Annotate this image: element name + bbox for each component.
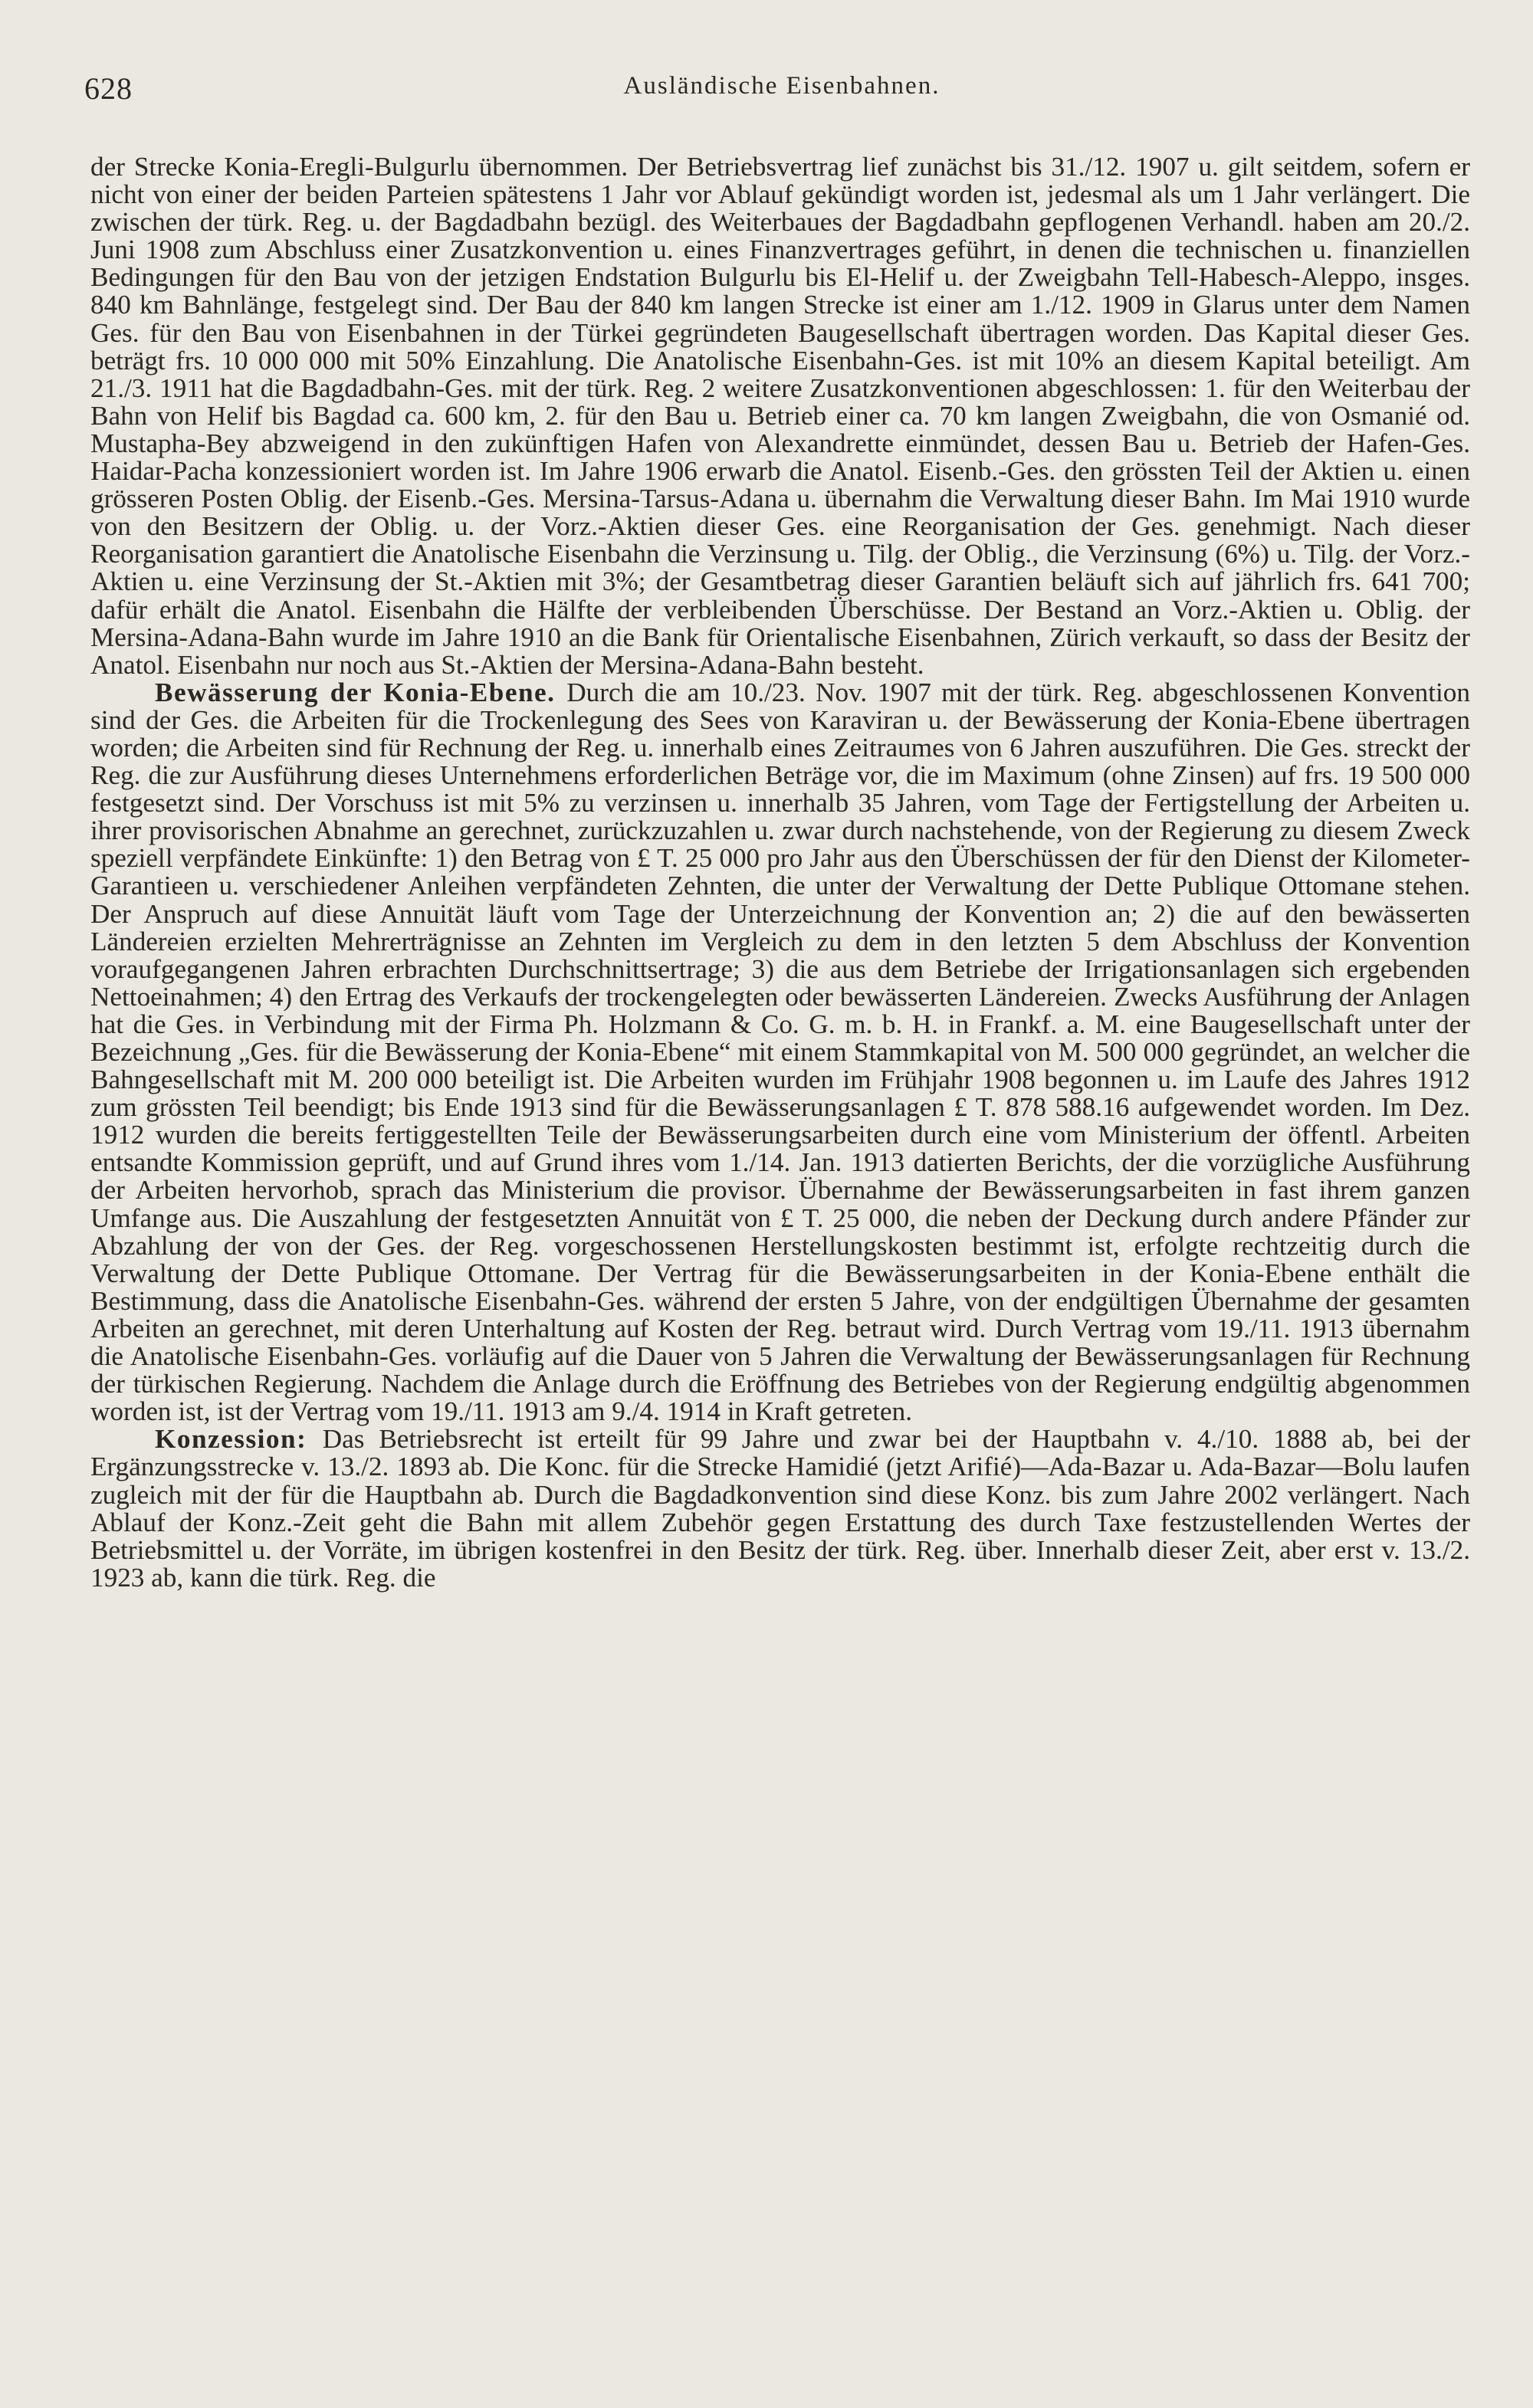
paragraph-text: der Strecke Konia-Eregli-Bulgurlu übernommen. Der Betriebsvertrag lief zunächst bis 31./12. 1907 u. gilt seitdem, sofern er nicht von einer der beiden Parteien spätestens 1 Jahr vor Ablauf gekündigt worden ist, jedesmal als um 1 Jahr verlängert. Die zwischen der türk. Reg. u. der Bagdadbahn bezügl. des Weiterbaues der Bagdadbahn gepflogenen Verhandl. haben am 20./2. Juni 1908 zum Abschluss einer Zusatzkonvention u. eines Finanzvertrages geführt, in denen die technischen u. finanziellen Bedingungen für den Bau von der jetzigen Endstation Bulgurlu bis El-Helif u. der Zweigbahn Tell-Habesch-Aleppo, insges. 840 km Bahnlänge, festgelegt sind. Der Bau der 840 km langen Strecke ist einer am 1./12. 1909 in Glarus unter dem Namen Ges. für den Bau von Eisenbahnen in der Türkei gegründeten Baugesellschaft übertragen worden. Das Kapital dieser Ges. beträgt frs. 10 000 000 mit 50% Einzahlung. Die Anatolische Eisenbahn-Ges. ist mit 10% an diesem Kapital beteiligt. Am 21./3. 1911 hat die Bagdadbahn-Ges. mit der türk. Reg. 2 weitere Zusatzkonventionen abgeschlossen: 1. für den Weiterbau der Bahn von Helif bis Bagdad ca. 600 km, 2. für den Bau u. Betrieb einer ca. 70 km langen Zweigbahn, die von Osmanié od. Mustapha-Bey abzweigend in den zukünftigen Hafen von Alexandrette einmündet, dessen Bau u. Betrieb der Hafen-Ges. Haidar-Pacha konzessioniert worden ist. Im Jahre 1906 erwarb die Anatol. Eisenb.-Ges. den grössten Teil der Aktien u. einen grösseren Posten Oblig. der Eisenb.-Ges. Mersina-Tarsus-Adana u. übernahm die Verwaltung dieser Bahn. Im Mai 1910 wurde von den Besitzern der Oblig. u. der Vorz.-Aktien dieser Ges. eine Reorganisation der Ges. genehmigt. Nach dieser Reorganisation garantiert die Anatolische Eisenbahn die Verzinsung u. Tilg. der Oblig., die Verzinsung (6%) u. Tilg. der Vorz.-Aktien u. eine Verzinsung der St.-Aktien mit 3%; der Gesamtbetrag dieser Garantien beläuft sich auf jährlich frs. 641 700; dafür erhält die Anatol. Eisenbahn die Hälfte der verbleibenden Überschüsse. Der Bestand an Vorz.-Aktien u. Oblig. der Mersina-Adana-Bahn wurde im Jahre 1910 an die Bank für Orientalische Eisenbahnen, Zürich verkauft, so dass der Besitz der Anatol. Eisenbahn nur noch aus St.-Aktien der Mersina-Adana-Bahn besteht. [90,152,1470,680]
paragraph-text: Das Betriebsrecht ist erteilt für 99 Jahre und zwar bei der Hauptbahn v. 4./10. 1888 ab, bei der Ergänzungsstrecke v. 13./2. 1893 ab. Die Konc. für die Strecke Hamidié (jetzt Arifié)—Ada-Bazar u. Ada-Bazar—Bolu laufen zugleich mit der für die Hauptbahn ab. Durch die Bagdadkonvention sind diese Konz. bis zum Jahre 2002 verlängert. Nach Ablauf der Konz.-Zeit geht die Bahn mit allem Zubehör gegen Erstattung des durch Taxe festzustellenden Wertes der Betriebsmittel u. der Vorräte, im übrigen kostenfrei in den Besitz der türk. Reg. über. Innerhalb dieser Zeit, aber erst v. 13./2. 1923 ab, kann die türk. Reg. die [90,1424,1470,1593]
paragraph [90,153,1470,679]
section-heading-konzession: Konzession: [155,1424,323,1455]
running-title: Ausländische Eisenbahnen. [623,72,940,100]
paragraph [90,1425,1470,1592]
body-text [90,153,1470,1592]
paragraph-text: Durch die am 10./23. Nov. 1907 mit der türk. Reg. abgeschlossenen Konvention sind der Ges. die Arbeiten für die Trockenlegung des Sees von Karaviran u. der Bewässerung der Konia-Ebene übertragen worden; die Arbeiten sind für Rechnung der Reg. u. innerhalb eines Zeitraumes von 6 Jahren auszuführen. Die Ges. streckt der Reg. die zur Ausführung dieses Unternehmens erforderlichen Beträge vor, die im Maximum (ohne Zinsen) auf frs. 19 500 000 festgesetzt sind. Der Vorschuss ist mit 5% zu verzinsen u. innerhalb 35 Jahren, vom Tage der Fertigstellung der Arbeiten u. ihrer provisorischen Abnahme an gerechnet, zurückzuzahlen u. zwar durch nachstehende, von der Regierung zu diesem Zweck speziell verpfändete Einkünfte: 1) den Betrag von £ T. 25 000 pro Jahr aus den Überschüssen der für den Dienst der Kilometer-Garantieen u. verschiedener Anleihen verpfändeten Zehnten, die unter der Verwaltung der Dette Publique Ottomane stehen. Der Anspruch auf diese Annuität läuft vom Tage der Unterzeichnung der Konvention an; 2) die auf den bewässerten Ländereien erzielten Mehrerträgnisse an Zehnten im Vergleich zu dem in den letzten 5 dem Abschluss der Konvention voraufgegangenen Jahren erbrachten Durchschnittsertrage; 3) die aus dem Betriebe der Irrigationsanlagen sich ergebenden Nettoeinahmen; 4) den Ertrag des Verkaufs der trockengelegten oder bewässerten Ländereien. Zwecks Ausführung der Anlagen hat die Ges. in Verbindung mit der Firma Ph. Holzmann & Co. G. m. b. H. in Frankf. a. M. eine Baugesellschaft unter der Bezeichnung „Ges. für die Bewässerung der Konia-Ebene“ mit einem Stammkapital von M. 500 000 gegründet, an welcher die Bahngesellschaft mit M. 200 000 beteiligt ist. Die Arbeiten wurden im Frühjahr 1908 begonnen u. im Laufe des Jahres 1912 zum grössten Teil beendigt; bis Ende 1913 sind für die Bewässerungsanlagen £ T. 878 588.16 aufgewendet worden. Im Dez. 1912 wurden die bereits fertiggestellten Teile der Bewässerungsarbeiten durch eine vom Ministerium der öffentl. Arbeiten entsandte Kommission geprüft, und auf Grund ihres vom 1./14. Jan. 1913 datierten Berichts, der die vorzügliche Ausführung der Arbeiten hervorhob, sprach das Ministerium die provisor. Übernahme der Bewässerungsarbeiten in fast ihrem ganzen Umfange aus. Die Auszahlung der festgesetzten Annuität von £ T. 25 000, die neben der Deckung durch andere Pfänder zur Abzahlung der von der Ges. der Reg. vorgeschossenen Herstellungskosten bestimmt ist, erfolgte rechtzeitig durch die Verwaltung der Dette Publique Ottomane. Der Vertrag für die Bewässerungsarbeiten in der Konia-Ebene enthält die Bestimmung, dass die Anatolische Eisenbahn-Ges. während der ersten 5 Jahre, von der endgültigen Übernahme der gesamten Arbeiten an gerechnet, mit deren Unterhaltung auf Kosten der Reg. betraut wird. Durch Vertrag vom 19./11. 1913 übernahm die Anatolische Eisenbahn-Ges. vorläufig auf die Dauer von 5 Jahren die Verwaltung der Bewässerungsanlagen für Rechnung der türkischen Regierung. Nachdem die Anlage durch die Eröffnung des Betriebes von der Regierung endgültig abgenommen worden ist, ist der Vertrag vom 19./11. 1913 am 9./4. 1914 in Kraft getreten. [90,677,1470,1427]
page-header [84,71,1479,116]
paragraph [90,679,1470,1426]
section-heading-bewaesserung: Bewässerung der Konia-Ebene. [155,677,567,707]
page-number: 628 [84,71,133,106]
